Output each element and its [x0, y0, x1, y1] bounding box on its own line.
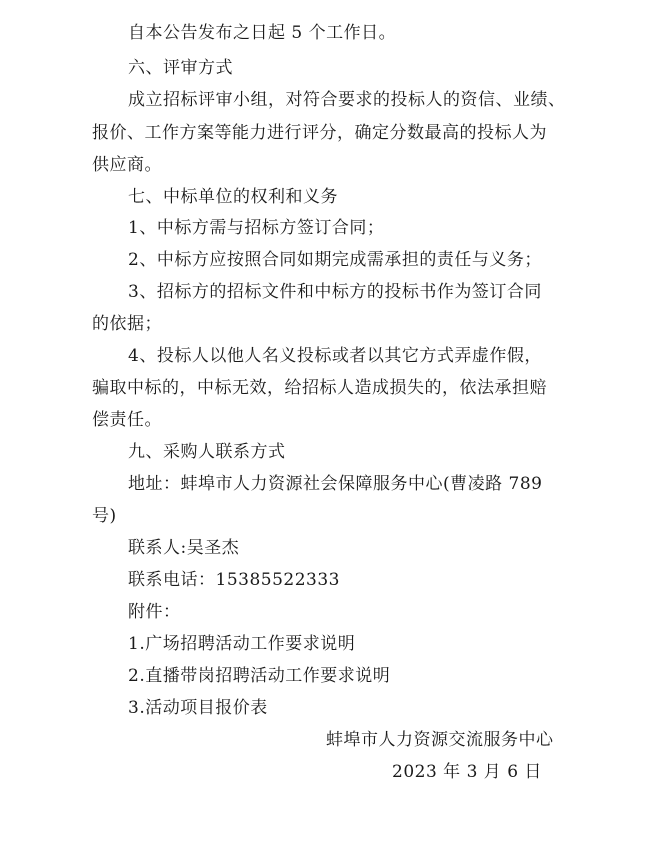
list-item-rights-3-cont: 的依据；: [92, 314, 162, 334]
list-item-rights-4-cont-1: 骗取中标的，中标无效，给招标人造成损失的，依法承担赔: [92, 378, 547, 398]
section-heading-contact: 九、采购人联系方式: [128, 442, 286, 462]
contact-address-cont: 号): [92, 506, 117, 526]
attachment-item-3: 3.活动项目报价表: [128, 698, 268, 718]
text-line-notice-period: 自本公告发布之日起 5 个工作日。: [128, 23, 397, 43]
signature-organization: 蚌埠市人力资源交流服务中心: [326, 730, 554, 750]
attachments-heading: 附件：: [128, 602, 181, 622]
attachment-item-2: 2.直播带岗招聘活动工作要求说明: [128, 666, 391, 686]
text-line-evaluation-2: 报价、工作方案等能力进行评分，确定分数最高的投标人为: [92, 123, 547, 143]
list-item-rights-4: 4、投标人以他人名义投标或者以其它方式弄虚作假，: [128, 346, 542, 366]
text-line-evaluation-1: 成立招标评审小组，对符合要求的投标人的资信、业绩、: [128, 90, 566, 110]
contact-phone: 联系电话：15385522333: [128, 570, 340, 590]
signature-date: 2023 年 3 月 6 日: [392, 762, 542, 782]
attachment-item-1: 1.广场招聘活动工作要求说明: [128, 634, 356, 654]
text-line-evaluation-3: 供应商。: [92, 155, 162, 175]
contact-address: 地址：蚌埠市人力资源社会保障服务中心(曹凌路 789: [128, 474, 543, 494]
list-item-rights-2: 2、中标方应按照合同如期完成需承担的责任与义务；: [128, 250, 542, 270]
section-heading-evaluation: 六、评审方式: [128, 58, 233, 78]
list-item-rights-1: 1、中标方需与招标方签订合同；: [128, 218, 385, 238]
section-heading-rights: 七、中标单位的权利和义务: [128, 187, 338, 207]
contact-person: 联系人:吴圣杰: [128, 538, 240, 558]
list-item-rights-3: 3、招标方的招标文件和中标方的投标书作为签订合同: [128, 282, 542, 302]
list-item-rights-4-cont-2: 偿责任。: [92, 410, 162, 430]
